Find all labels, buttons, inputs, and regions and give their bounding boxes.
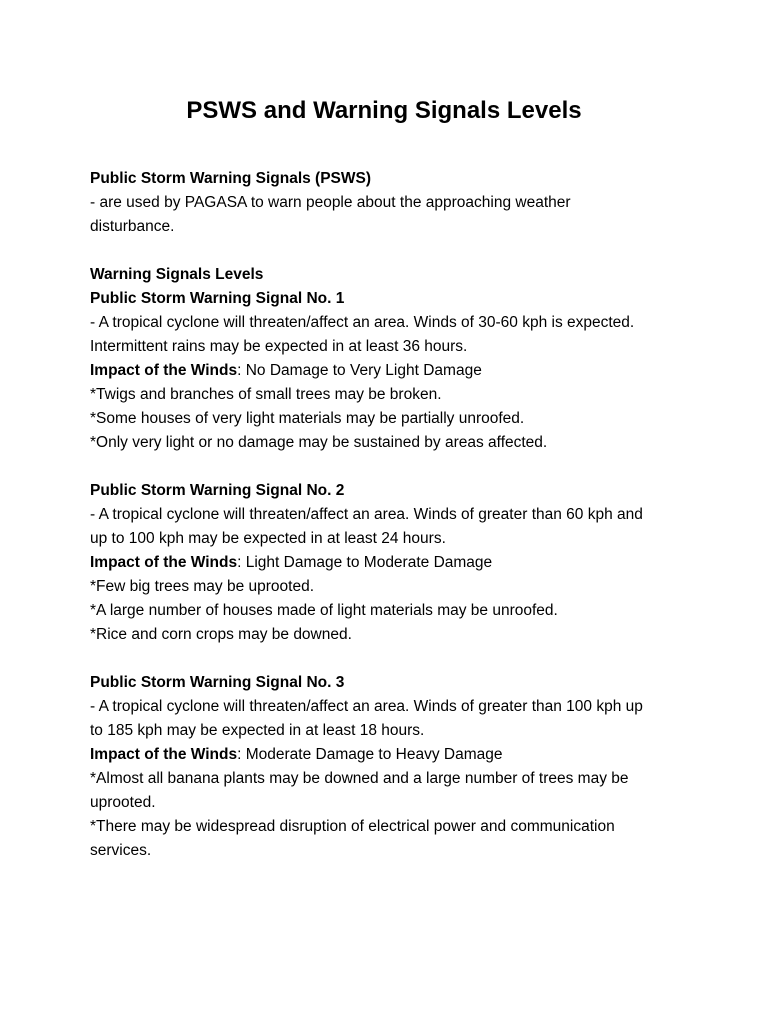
page-title: PSWS and Warning Signals Levels bbox=[186, 97, 582, 124]
impact-label: Impact of the Winds bbox=[90, 362, 238, 379]
effect-line: uprooted. bbox=[90, 794, 156, 811]
impact-line bbox=[90, 743, 690, 767]
document-body bbox=[90, 167, 690, 863]
levels-heading: Warning Signals Levels bbox=[90, 266, 264, 283]
intro-line: disturbance. bbox=[90, 218, 175, 235]
intro-heading: Public Storm Warning Signals (PSWS) bbox=[90, 170, 372, 187]
paragraph-spacer bbox=[90, 239, 690, 263]
impact-value: : Moderate Damage to Heavy Damage bbox=[237, 746, 503, 763]
impact-value: : Light Damage to Moderate Damage bbox=[237, 554, 493, 571]
signal-description-line: - A tropical cyclone will threaten/affect an area. Winds of 30-60 kph is expected. bbox=[90, 314, 635, 331]
effect-line: *There may be widespread disruption of electrical power and communication bbox=[90, 818, 615, 835]
paragraph-spacer bbox=[90, 647, 690, 671]
signal-heading: Public Storm Warning Signal No. 1 bbox=[90, 290, 345, 307]
signal-description-line: to 185 kph may be expected in at least 18 hours. bbox=[90, 722, 425, 739]
signal-description-line: up to 100 kph may be expected in at least 24 hours. bbox=[90, 530, 446, 547]
effect-line: *Only very light or no damage may be sustained by areas affected. bbox=[90, 434, 548, 451]
paragraph-spacer bbox=[90, 455, 690, 479]
impact-label: Impact of the Winds bbox=[90, 554, 238, 571]
impact-line bbox=[90, 359, 690, 383]
signal-description-line: - A tropical cyclone will threaten/affect an area. Winds of greater than 60 kph and bbox=[90, 506, 643, 523]
intro-line: - are used by PAGASA to warn people about the approaching weather bbox=[90, 194, 571, 211]
effect-line: *Rice and corn crops may be downed. bbox=[90, 626, 352, 643]
effect-line: *Few big trees may be uprooted. bbox=[90, 578, 315, 595]
effect-line: *Some houses of very light materials may be partially unroofed. bbox=[90, 410, 525, 427]
impact-label: Impact of the Winds bbox=[90, 746, 238, 763]
effect-line: *A large number of houses made of light materials may be unroofed. bbox=[90, 602, 558, 619]
signal-heading: Public Storm Warning Signal No. 3 bbox=[90, 674, 345, 691]
signal-heading: Public Storm Warning Signal No. 2 bbox=[90, 482, 345, 499]
signal-description-line: - A tropical cyclone will threaten/affect an area. Winds of greater than 100 kph up bbox=[90, 698, 643, 715]
effect-line: services. bbox=[90, 842, 152, 859]
effect-line: *Twigs and branches of small trees may be broken. bbox=[90, 386, 442, 403]
impact-line bbox=[90, 551, 690, 575]
impact-value: : No Damage to Very Light Damage bbox=[237, 362, 482, 379]
signal-description-line: Intermittent rains may be expected in at least 36 hours. bbox=[90, 338, 468, 355]
effect-line: *Almost all banana plants may be downed and a large number of trees may be bbox=[90, 770, 629, 787]
